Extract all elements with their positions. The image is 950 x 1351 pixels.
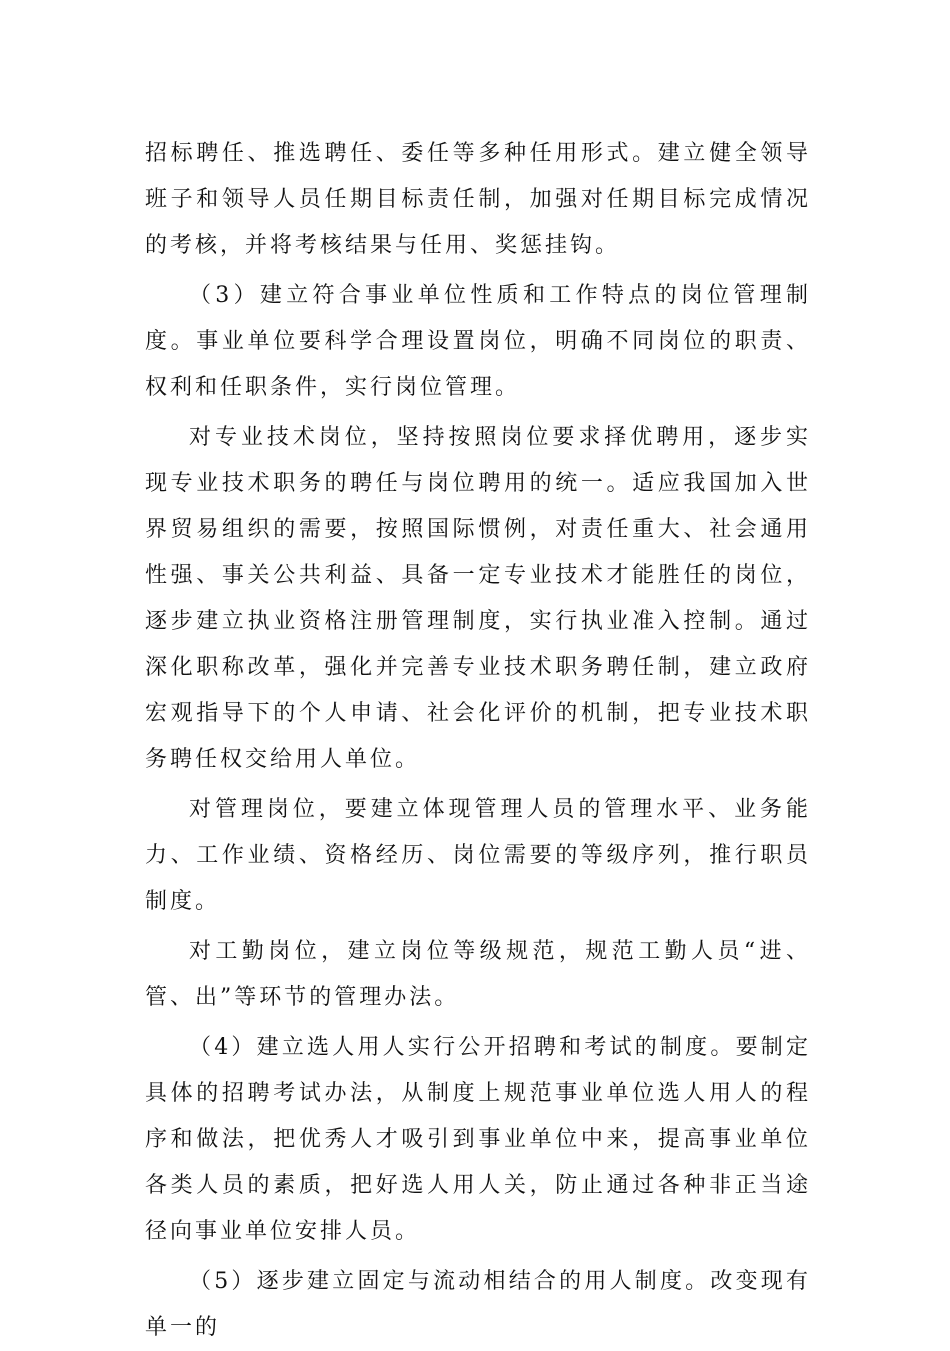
paragraph: 对工勤岗位，建立岗位等级规范，规范工勤人员“进、管、出”等环节的管理办法。 (145, 939, 811, 1010)
paragraph: （5）逐步建立固定与流动相结合的用人制度。改变现有单一的 (145, 1269, 811, 1340)
paragraph: 招标聘任、推选聘任、委任等多种任用形式。建立健全领导班子和领导人员任期目标责任制，加强对任期目标完成情况的考核，并将考核结果与任用、奖惩挂钩。 (145, 141, 811, 258)
paragraph: （3）建立符合事业单位性质和工作特点的岗位管理制度。事业单位要科学合理设置岗位，明确不同岗位的职责、权利和任职条件，实行岗位管理。 (145, 283, 811, 400)
paragraph: 对专业技术岗位，坚持按照岗位要求择优聘用，逐步实现专业技术职务的聘任与岗位聘用的统一。适应我国加入世界贸易组织的需要，按照国际惯例，对责任重大、社会通用性强、事关公共利益、具备一定专业技术才能胜任的岗位，逐步建立执业资格注册管理制度，实行执业准入控制。通过深化职称改革，强化并完善专业技术职务聘任制，建立政府宏观指导下的个人申请、社会化评价的机制，把专业技术职务聘任权交给用人单位。 (145, 425, 811, 772)
paragraph: 对管理岗位，要建立体现管理人员的管理水平、业务能力、工作业绩、资格经历、岗位需要的等级序列，推行职员制度。 (145, 797, 811, 914)
paragraph: （4）建立选人用人实行公开招聘和考试的制度。要制定具体的招聘考试办法，从制度上规范事业单位选人用人的程序和做法，把优秀人才吸引到事业单位中来，提高事业单位各类人员的素质，把好选人用人关，防止通过各种非正当途径向事业单位安排人员。 (145, 1035, 811, 1244)
document-body (145, 131, 811, 1351)
